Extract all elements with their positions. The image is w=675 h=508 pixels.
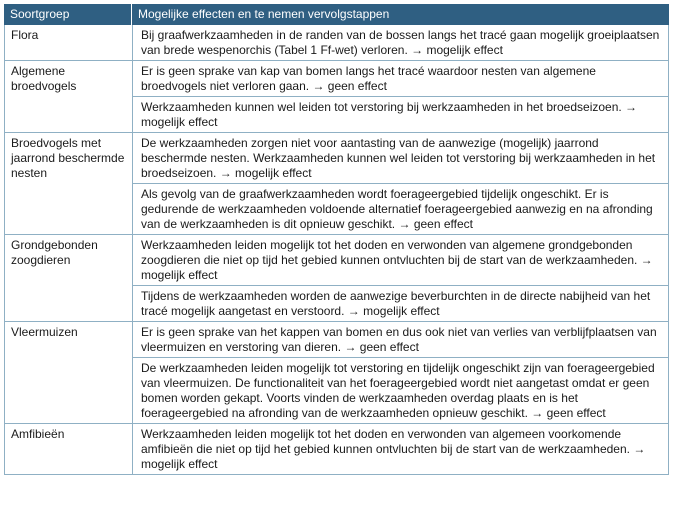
effect-paragraph: Werkzaamheden leiden mogelijk tot het doden en verwonden van algemeen voorkomende amfibieën die niet op tijd het gebied kunnen ontvluchten bij de start van de werkzaamheden. → mogelijk effect bbox=[141, 427, 646, 471]
table-row bbox=[5, 235, 668, 322]
soortgroep-cell: Vleermuizen bbox=[5, 322, 133, 423]
effect-cell bbox=[133, 61, 668, 132]
soortgroep-cell: Flora bbox=[5, 25, 133, 60]
effect-paragraph: Er is geen sprake van het kappen van bomen en dus ook niet van verlies van verblijfplaatsen van vleermuizen en verstoring van dieren. → geen effect bbox=[141, 325, 657, 354]
effect-paragraph: Als gevolg van de graafwerkzaamheden wordt foerageergebied tijdelijk ongeschikt. Er is gedurende de werkzaamheden voldoende alternatief foerageergebied aanwezig en na afronding van de werkzaamheden is dit opnieuw geschikt. → geen effect bbox=[133, 183, 668, 234]
effect-paragraph: Tijdens de werkzaamheden worden de aanwezige beverburchten in de directe nabijheid van het tracé mogelijk aangetast en verstoord. → mogelijk effect bbox=[133, 285, 668, 321]
effects-table bbox=[4, 4, 669, 475]
effect-paragraph: Bij graafwerkzaamheden in de randen van de bossen langs het tracé gaan mogelijk groeiplaatsen van brede wespenorchis (Tabel 1 Ff-wet) verloren. → mogelijk effect bbox=[141, 28, 660, 57]
header-soortgroep: Soortgroep bbox=[4, 4, 132, 25]
table-row bbox=[5, 61, 668, 133]
effect-cell bbox=[133, 424, 668, 474]
effect-cell bbox=[133, 322, 668, 423]
soortgroep-cell: Broedvogels met jaarrond beschermde nesten bbox=[5, 133, 133, 234]
soortgroep-cell: Algemene broedvogels bbox=[5, 61, 133, 132]
table-header bbox=[4, 4, 669, 25]
effect-paragraph: De werkzaamheden zorgen niet voor aantasting van de aanwezige (mogelijk) jaarrond beschermde nesten. Werkzaamheden kunnen wel leiden tot verstoring bij werkzaamheden in het broedseizoen. → mogelijk effect bbox=[141, 136, 656, 180]
soortgroep-cell: Amfibieën bbox=[5, 424, 133, 474]
effect-cell bbox=[133, 25, 668, 60]
effect-cell bbox=[133, 235, 668, 321]
effect-paragraph: Werkzaamheden kunnen wel leiden tot verstoring bij werkzaamheden in het broedseizoen. → mogelijk effect bbox=[133, 96, 668, 132]
header-effecten: Mogelijke effecten en te nemen vervolgstappen bbox=[138, 7, 390, 21]
effect-paragraph: Er is geen sprake van kap van bomen langs het tracé waardoor nesten van algemene broedvogels niet verloren gaan. → geen effect bbox=[141, 64, 596, 93]
table-row bbox=[5, 424, 668, 475]
effect-cell bbox=[133, 133, 668, 234]
table-row bbox=[5, 133, 668, 235]
soortgroep-cell: Grondgebonden zoogdieren bbox=[5, 235, 133, 321]
table-row bbox=[5, 25, 668, 61]
table-row bbox=[5, 322, 668, 424]
effect-paragraph: De werkzaamheden leiden mogelijk tot verstoring en tijdelijk ongeschikt zijn van foerageergebied van vleermuizen. De functionaliteit van het foerageergebied wordt niet aangetast omdat er geen bomen worden gekapt. Voorts vinden de werkzaamheden overdag plaats en is het foerageergebied na afronding van de werkzaamheden opnieuw geschikt. → geen effect bbox=[133, 357, 668, 423]
table-body bbox=[4, 25, 669, 475]
effect-paragraph: Werkzaamheden leiden mogelijk tot het doden en verwonden van algemene grondgebonden zoogdieren die niet op tijd het gebied kunnen ontvluchten bij de start van de werkzaamheden. → mogelijk effect bbox=[141, 238, 653, 282]
